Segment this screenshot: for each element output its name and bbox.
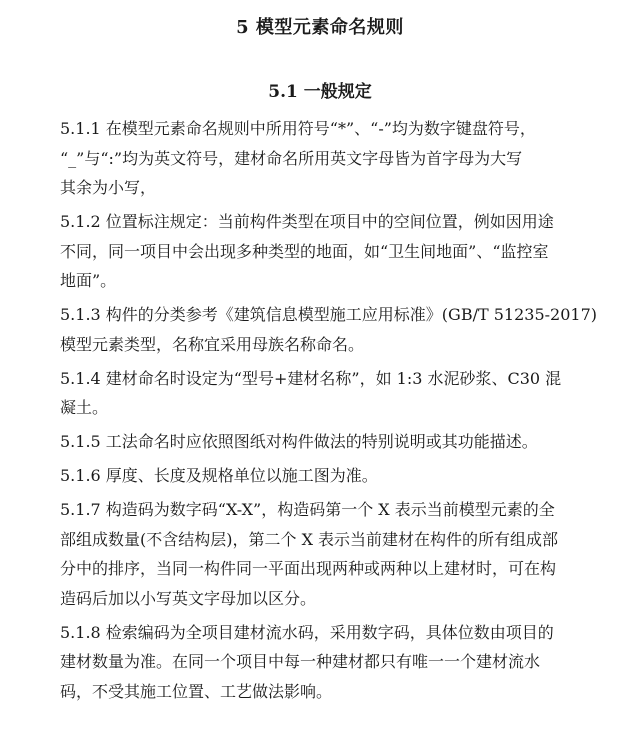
chapter-title: 5 模型元素命名规则 bbox=[236, 17, 404, 38]
text-line: 5.1.3 构件的分类参考《建筑信息模型施工应用标准》(GB/T 51235-2017) bbox=[60, 305, 597, 324]
text-line: 5.1.5 工法命名时应依照图纸对构件做法的特别说明或其功能描述。 bbox=[60, 432, 538, 451]
paragraph-5-1-1 bbox=[60, 114, 590, 203]
text-line: 分中的排序，当同一构件同一平面出现两种或两种以上建材时，可在构 bbox=[60, 559, 557, 578]
text-line: “_”与“:”均为英文符号，建材命名所用英文字母皆为首字母为大写 bbox=[60, 148, 523, 168]
paragraph-5-1-5 bbox=[60, 427, 590, 457]
text-line: 5.1.1 在模型元素命名规则中所用符号“*”、“-”均为数字键盘符号， bbox=[60, 119, 536, 138]
text-line: 5.1.6 厚度、长度及规格单位以施工图为准。 bbox=[60, 466, 378, 485]
text-line: 不同，同一项目中会出现多种类型的地面，如“卫生间地面”、“监控室 bbox=[60, 241, 549, 261]
text-line: 码，不受其施工位置、工艺做法影响。 bbox=[60, 681, 333, 701]
text-line: 其余为小写， bbox=[60, 178, 157, 197]
text-line: 5.1.8 检索编码为全项目建材流水码，采用数字码，具体位数由项目的 bbox=[60, 622, 554, 642]
paragraph-5-1-3 bbox=[60, 300, 597, 359]
paragraph-5-1-7 bbox=[60, 495, 590, 613]
text-line: 造码后加以小写英文字母加以区分。 bbox=[60, 588, 317, 608]
paragraph-5-1-6 bbox=[60, 461, 590, 491]
section-title: 5.1 一般规定 bbox=[268, 82, 372, 102]
text-line: 5.1.7 构造码为数字码“X-X”，构造码第一个 X 表示当前模型元素的全 bbox=[60, 500, 555, 519]
text-line: 模型元素类型，名称宜采用母族名称命名。 bbox=[60, 334, 365, 354]
text-line: 地面”。 bbox=[60, 271, 117, 290]
text-line: 5.1.4 建材命名时设定为“型号+建材名称”，如 1:3 水泥砂浆、C30 混 bbox=[60, 368, 562, 388]
text-line: 5.1.2 位置标注规定：当前构件类型在项目中的空间位置，例如因用途 bbox=[60, 212, 554, 231]
paragraph-5-1-8 bbox=[60, 618, 590, 707]
text-line: 凝土。 bbox=[60, 398, 109, 417]
text-line: 建材数量为准。在同一个项目中每一种建材都只有唯一一个建材流水 bbox=[60, 652, 541, 671]
paragraph-5-1-4 bbox=[60, 364, 590, 423]
text-line: 部组成数量(不含结构层)，第二个 X 表示当前建材在构件的所有组成部 bbox=[60, 529, 559, 549]
paragraph-5-1-2 bbox=[60, 207, 590, 296]
section-body bbox=[60, 114, 597, 706]
